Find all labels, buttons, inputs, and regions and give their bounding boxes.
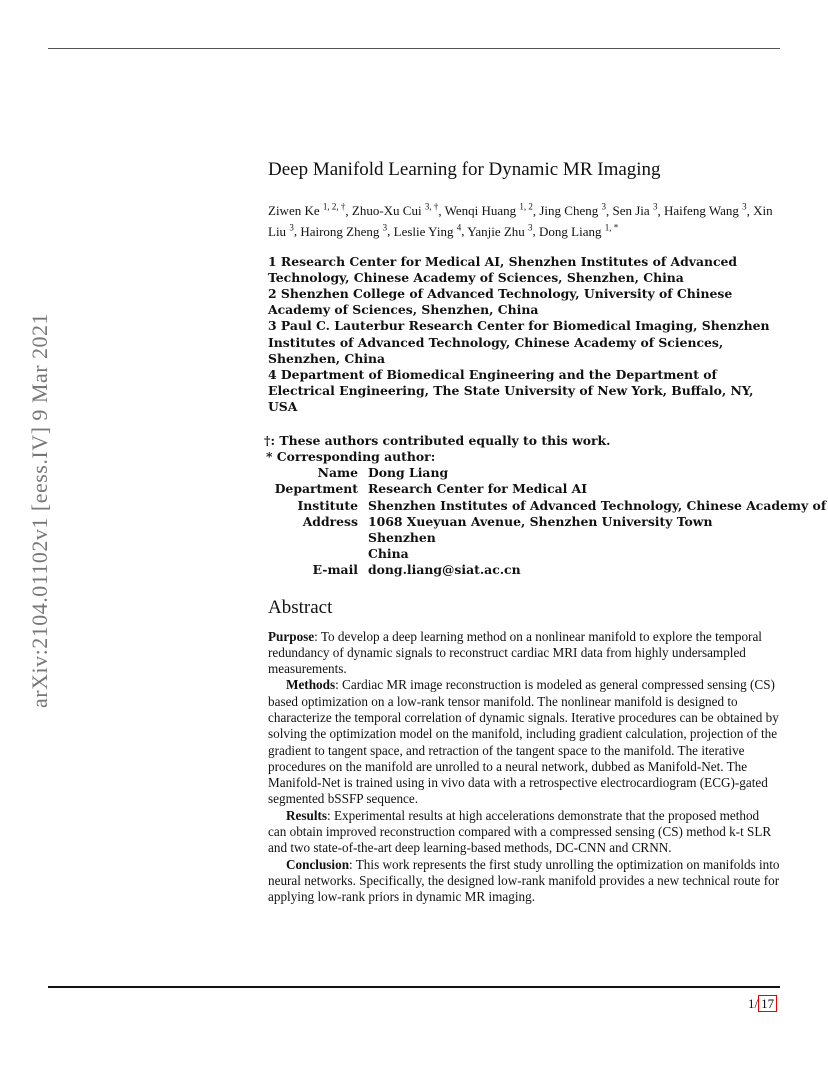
author-name: Haifeng Wang	[663, 203, 743, 219]
abstract-results	[268, 808, 780, 857]
author	[664, 203, 747, 218]
page-current: 1	[748, 996, 755, 1011]
results-text: : Experimental results at high accelerations demonstrate that the proposed method can obtain improved reconstruction compared with a compressed sensing (CS) method k-t SLR and two state-of-the-art deep learning-based methods, DC-CNN and CRNN.	[268, 807, 772, 856]
affiliation-1: 1 Research Center for Medical AI, Shenzhen Institutes of Advanced Technology, Chinese Academy of Sciences, Shenzhen, China	[268, 253, 738, 285]
author	[539, 224, 618, 239]
purpose-label: Purpose	[268, 628, 315, 644]
author-affiliation-mark: 3, †	[424, 202, 439, 212]
abstract-heading: Abstract	[268, 596, 333, 618]
methods-text: : Cardiac MR image reconstruction is modeled as general compressed sensing (CS) based optimization on a low-rank tensor manifold. The nonlinear manifold is designed to characterize the temporal correlation of dynamic signals. Iterative procedures can be obtained by solving the optimization model on the manifold, including gradient calculation, projection of the gradient to tangent space, and retraction of the tangent space to the manifold. The iterative procedures on the manifold are unrolled to a neural network, dubbed as Manifold-Net. The Manifold-Net is trained using in vivo data with a retrospective electrocardiogram (ECG)-gated segmented bSSFP sequence.	[268, 677, 779, 807]
author-list: Ziwen Ke $^{1, 2, \dagger}$, Zhuo-Xu Cui $^{3, \dagger}$, Wenqi Huang $^{1, 2}$, Jing Cheng $^3$, Sen Jia $^3$, Haifeng Wang $^3$, Xin Liu $^3$, Hairong Zheng $^3$, Leslie Ying $^4$, Yanjie Zhu $^3$, Dong Liang $^{1, *}$	[268, 202, 773, 239]
footer-rule	[48, 986, 780, 988]
corr-row-address-2	[272, 530, 826, 546]
equal-contribution-note: †: These authors contributed equally to this work.	[264, 432, 611, 448]
corr-key: Department	[274, 481, 358, 497]
author-name: Xin Liu	[268, 203, 773, 239]
author-name: Zhuo-Xu Cui	[351, 203, 425, 219]
author	[613, 203, 658, 218]
methods-label: Methods	[286, 677, 336, 693]
page-total-link[interactable]: 17	[758, 995, 777, 1012]
affiliation-3: 3 Paul C. Lauterbur Research Center for Biomedical Imaging, Shenzhen Institutes of Advanced Technology, Chinese Academy of Sciences, Shenzhen, China	[268, 318, 770, 366]
corr-row-address	[272, 514, 826, 530]
author-affiliation-mark: 3	[601, 202, 606, 212]
author	[445, 203, 533, 218]
page-separator: /	[754, 996, 759, 1011]
author-affiliation-mark: 3	[382, 222, 388, 233]
conclusion-text: : This work represents the first study unrolling the optimization on manifolds into neural networks. Specifically, the designed low-rank manifold provides a new technical route for applying low-rank priors in dynamic MR imaging.	[268, 856, 780, 905]
corr-value: 1068 Xueyuan Avenue, Shenzhen University Town	[368, 513, 713, 529]
corr-key: Institute	[297, 497, 358, 513]
author-affiliation-mark: 1, *	[604, 222, 619, 233]
corresponding-author-label: * Corresponding author:	[266, 448, 436, 464]
corr-row-name	[272, 465, 826, 481]
author-affiliation-mark: 1, 2, †	[322, 202, 346, 212]
author	[300, 224, 387, 239]
corr-value: Shenzhen	[368, 529, 436, 545]
author	[352, 203, 438, 218]
abstract-body	[268, 629, 780, 906]
author-name: Yanjie Zhu	[467, 223, 529, 239]
author-affiliation-mark: 4	[456, 222, 462, 233]
affiliation-4: 4 Department of Biomedical Engineering and the Department of Electrical Engineering, The State University of New York, Buffalo, NY, USA	[268, 367, 754, 415]
arxiv-stamp: arXiv:2104.01102v1 [eess.IV] 9 Mar 2021	[27, 312, 52, 708]
author-affiliation-mark: 3	[742, 202, 747, 212]
author-name: Ziwen Ke	[268, 203, 323, 219]
corr-value: China	[368, 546, 409, 562]
corr-row-institute	[272, 498, 826, 514]
author-name: Sen Jia	[612, 203, 653, 219]
abstract-methods	[268, 677, 780, 807]
paper-title: Deep Manifold Learning for Dynamic MR Imaging	[268, 159, 661, 180]
conclusion-label: Conclusion	[286, 856, 350, 872]
author	[268, 203, 345, 218]
corr-key: E-mail	[312, 562, 358, 578]
corr-key: Name	[317, 465, 358, 481]
corr-email[interactable]: dong.liang@siat.ac.cn	[368, 562, 521, 578]
author	[394, 224, 462, 239]
affiliation-list	[268, 254, 780, 416]
corr-value: Research Center for Medical AI	[368, 481, 588, 497]
paper-body	[264, 158, 828, 906]
author-affiliation-mark: 3	[528, 222, 533, 233]
corr-value: Shenzhen Institutes of Advanced Technology, Chinese Academy of	[368, 497, 827, 513]
author-name: Leslie Ying	[393, 223, 457, 239]
author	[467, 224, 532, 239]
corresponding-author-table	[272, 465, 826, 578]
author-name: Hairong Zheng	[300, 223, 383, 239]
header-rule	[48, 48, 780, 49]
author	[539, 203, 606, 218]
corr-row-department	[272, 481, 826, 497]
corr-row-address-3	[272, 546, 826, 562]
abstract-conclusion	[268, 857, 780, 906]
results-label: Results	[286, 807, 328, 823]
purpose-text: : To develop a deep learning method on a nonlinear manifold to explore the temporal redundancy of dynamic signals to reconstruct cardiac MRI data from highly undersampled measurements.	[268, 628, 762, 677]
affiliation-2: 2 Shenzhen College of Advanced Technology, University of Chinese Academy of Sciences, Shenzhen, China	[268, 286, 733, 318]
corr-value: Dong Liang	[368, 465, 449, 481]
corr-row-email	[272, 562, 826, 578]
author-name: Dong Liang	[539, 223, 605, 239]
author-name: Jing Cheng	[539, 203, 602, 219]
author-affiliation-mark: 1, 2	[519, 202, 533, 212]
author-affiliation-mark: 3	[289, 222, 294, 233]
corr-key: Address	[302, 513, 358, 529]
author-affiliation-mark: 3	[652, 202, 658, 212]
author-name: Wenqi Huang	[444, 203, 520, 219]
page-number	[748, 996, 777, 1012]
abstract-purpose	[268, 629, 780, 678]
